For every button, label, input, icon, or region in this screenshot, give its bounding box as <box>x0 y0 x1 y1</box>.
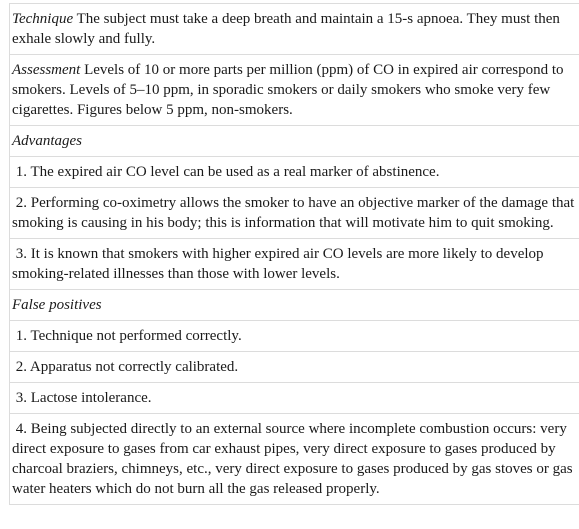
table-row-advantage-3 <box>10 239 579 290</box>
row-text: 2. Performing co-oximetry allows the smoker to have an objective marker of the damage that smoking is causing in his body; this is information that will motivate him to quit smoking. <box>12 195 575 231</box>
co-oximetry-table <box>9 3 579 505</box>
row-label: Assessment <box>12 62 81 78</box>
table-row-technique <box>10 4 579 55</box>
table-row-advantage-2 <box>10 188 579 239</box>
row-text: 1. Technique not performed correctly. <box>15 328 242 344</box>
row-text: The subject must take a deep breath and maintain a 15-s apnoea. They must then exhale slowly and fully. <box>12 11 560 47</box>
row-text: 1. The expired air CO level can be used as a real marker of abstinence. <box>15 164 440 180</box>
row-text: 2. Apparatus not correctly calibrated. <box>15 359 239 375</box>
section-heading: False positives <box>12 297 102 313</box>
table-row-assessment <box>10 55 579 126</box>
table-row-false-positive-3 <box>10 383 579 414</box>
row-text: 4. Being subjected directly to an external source where incomplete combustion occurs: very direct exposure to gases from car exhaust pipes, very direct exposure to gases produced by charcoal braziers, chimneys, etc., very direct exposure to gases produced by gas stoves or gas water heaters which do not burn all the gas released properly. <box>12 421 573 497</box>
row-text: 3. Lactose intolerance. <box>15 390 152 406</box>
table-row-false-positive-4 <box>10 414 579 505</box>
row-text: 3. It is known that smokers with higher expired air CO levels are more likely to develop smoking-related illnesses than those with lower levels. <box>12 246 544 282</box>
table-row-false-positive-1 <box>10 321 579 352</box>
table-row-false-positive-2 <box>10 352 579 383</box>
section-heading: Advantages <box>12 133 82 149</box>
table-row-advantage-1 <box>10 157 579 188</box>
row-text: Levels of 10 or more parts per million (ppm) of CO in expired air correspond to smokers. Levels of 5–10 ppm, in sporadic smokers or daily smokers who smoke very few cigarettes. Figures below 5 ppm, non-smokers. <box>12 62 564 118</box>
table-row-false-positives-heading <box>10 290 579 321</box>
row-label: Technique <box>12 11 74 27</box>
table-row-advantages-heading <box>10 126 579 157</box>
